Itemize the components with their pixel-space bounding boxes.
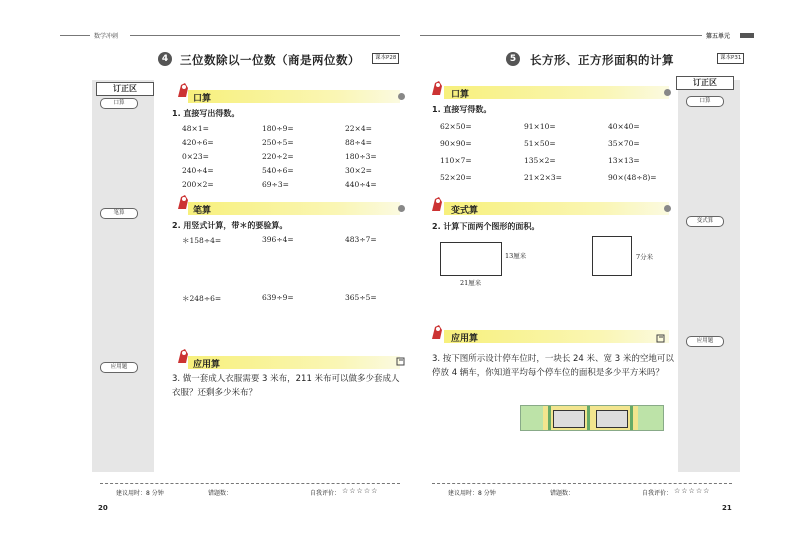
left-q1-r2-c3: 88÷4= (345, 138, 372, 147)
right-q1-r4-c2: 21×2×3= (524, 173, 562, 182)
left-footer-wrong: 错题数： (208, 490, 233, 497)
left-q1-r3-c3: 180÷3= (345, 152, 377, 161)
left-gutter-label-kousuan: 口算 (100, 98, 138, 109)
left-lesson-title: 三位数除以一位数（商是两位数） (180, 53, 360, 67)
mascot-icon (430, 80, 444, 96)
right-footer-time: 建议用时：8 分钟 (448, 490, 496, 497)
car-icon (553, 410, 585, 428)
left-q1: 1. 直接写出得数。 (172, 109, 240, 118)
parking-lot-diagram (520, 405, 664, 431)
right-label-bianshi: 变式算 (451, 206, 479, 216)
left-footer (100, 483, 400, 498)
left-q2-c: 483÷7= (345, 235, 377, 244)
right-footer-wrong: 错题数： (550, 490, 575, 497)
left-textbook-badge: 课本P28 (372, 53, 399, 64)
left-q2-e: 639÷9= (262, 293, 294, 302)
left-q1-r4-c3: 30×2= (345, 166, 372, 175)
square-figure (592, 236, 632, 276)
parking-space (521, 406, 543, 430)
right-footer (432, 483, 732, 498)
left-q1-r5-c1: 200×2= (182, 180, 214, 189)
right-q1-r2-c3: 35×70= (608, 139, 640, 148)
left-header-brand: 数学冲刺 (94, 33, 119, 40)
right-q2: 2. 计算下面两个图形的面积。 (432, 222, 540, 231)
right-label-kousuan: 口算 (451, 90, 470, 100)
band-dot-icon (398, 205, 405, 212)
left-footer-time: 建议用时：8 分钟 (116, 490, 164, 497)
right-q1-r4-c1: 52×20= (440, 173, 472, 182)
mascot-icon (430, 196, 444, 212)
left-q1-r3-c1: 0×23= (182, 152, 209, 161)
left-q1-r1-c2: 180÷9= (262, 124, 294, 133)
rectangle-figure (440, 242, 502, 276)
left-header-line (60, 35, 90, 36)
right-header-line (420, 35, 702, 36)
right-q1-r2-c2: 51×50= (524, 139, 556, 148)
left-label-kousuan: 口算 (193, 94, 212, 104)
left-q2: 2. 用竖式计算，带＊的要验算。 (172, 221, 288, 230)
right-q3: 3. 按下图所示设计停车位时，一块长 24 米、宽 3 米的空地可以停放 4 辆车，你知道平均每个停车位的面积是多少平方米吗？ (432, 354, 674, 378)
parking-divider (548, 406, 551, 430)
left-q1-r1-c1: 48×1= (182, 124, 209, 133)
left-footer-self-eval: 自我评价： (310, 490, 341, 497)
parking-space (638, 406, 663, 430)
left-q3: 3. 做一套成人衣服需要 3 米布，211 米布可以做多少套成人衣服？还剩多少米布？ (172, 374, 400, 398)
mascot-icon (430, 324, 444, 340)
right-q1: 1. 直接写得数。 (432, 105, 492, 114)
right-header-bar (740, 33, 754, 38)
right-correction-gutter (678, 80, 740, 472)
left-gutter-label-bisuan: 笔算 (100, 208, 138, 219)
left-correction-gutter (92, 80, 154, 472)
notebook-icon (656, 334, 665, 343)
rectangle-width-label: 21厘米 (460, 279, 482, 287)
rectangle-height-label: 13厘米 (505, 252, 527, 260)
left-footer-stars[interactable]: ☆☆☆☆☆ (342, 487, 379, 495)
left-gutter-label-yingyong: 应用题 (100, 362, 138, 373)
left-q1-r2-c1: 420÷6= (182, 138, 214, 147)
right-page-number: 21 (722, 504, 732, 512)
left-band-bisuan (188, 202, 400, 215)
left-lesson-number: 4 (158, 52, 172, 66)
car-icon (596, 410, 628, 428)
right-q1-r1-c2: 91×10= (524, 122, 556, 131)
right-q1-r3-c2: 135×2= (524, 156, 556, 165)
notebook-icon (396, 357, 405, 366)
right-q1-r3-c1: 110×7= (440, 156, 472, 165)
right-q1-r3-c3: 13×13= (608, 156, 640, 165)
left-q1-r4-c2: 540÷6= (262, 166, 294, 175)
band-dot-icon (398, 93, 405, 100)
left-label-bisuan: 笔算 (193, 206, 212, 216)
left-q1-r3-c2: 220÷2= (262, 152, 294, 161)
left-page-number: 20 (98, 504, 108, 512)
right-correction-title: 订正区 (676, 76, 734, 90)
right-lesson-title: 长方形、正方形面积的计算 (530, 53, 674, 67)
left-q1-r5-c3: 440÷4= (345, 180, 377, 189)
left-band-kousuan (188, 90, 400, 103)
left-label-yingyong: 应用算 (193, 360, 221, 370)
left-header-line-2 (130, 35, 400, 36)
left-q1-r5-c2: 69÷3= (262, 180, 289, 189)
parking-divider (587, 406, 590, 430)
right-lesson-number: 5 (506, 52, 520, 66)
right-band-kousuan (444, 86, 669, 99)
right-q1-r1-c3: 40×40= (608, 122, 640, 131)
right-q1-r2-c1: 90×90= (440, 139, 472, 148)
right-gutter-label-bianshi: 变式算 (686, 216, 724, 227)
left-q2-f: 365÷5= (345, 293, 377, 302)
band-dot-icon (664, 205, 671, 212)
left-q2-d: ＊248÷6= (182, 294, 222, 303)
square-side-label: 7分米 (636, 253, 654, 261)
right-label-yingyong: 应用算 (451, 334, 479, 344)
right-q1-r4-c3: 90×(48÷8)= (608, 173, 657, 182)
left-q2-a: ＊158÷4= (182, 236, 222, 245)
left-q1-r1-c3: 22×4= (345, 124, 372, 133)
left-correction-title: 订正区 (96, 82, 154, 96)
right-footer-self-eval: 自我评价： (642, 490, 673, 497)
band-dot-icon (664, 89, 671, 96)
right-textbook-badge: 课本P31 (717, 53, 744, 64)
left-q1-r4-c1: 240÷4= (182, 166, 214, 175)
right-footer-stars[interactable]: ☆☆☆☆☆ (674, 487, 711, 495)
right-q1-r1-c1: 62×50= (440, 122, 472, 131)
right-header-unit: 第五单元 (706, 33, 731, 40)
parking-divider (630, 406, 633, 430)
right-gutter-label-yingyong: 应用题 (686, 336, 724, 347)
right-gutter-label-kousuan: 口算 (686, 96, 724, 107)
left-q1-r2-c2: 250÷5= (262, 138, 294, 147)
left-q2-b: 396÷4= (262, 235, 294, 244)
